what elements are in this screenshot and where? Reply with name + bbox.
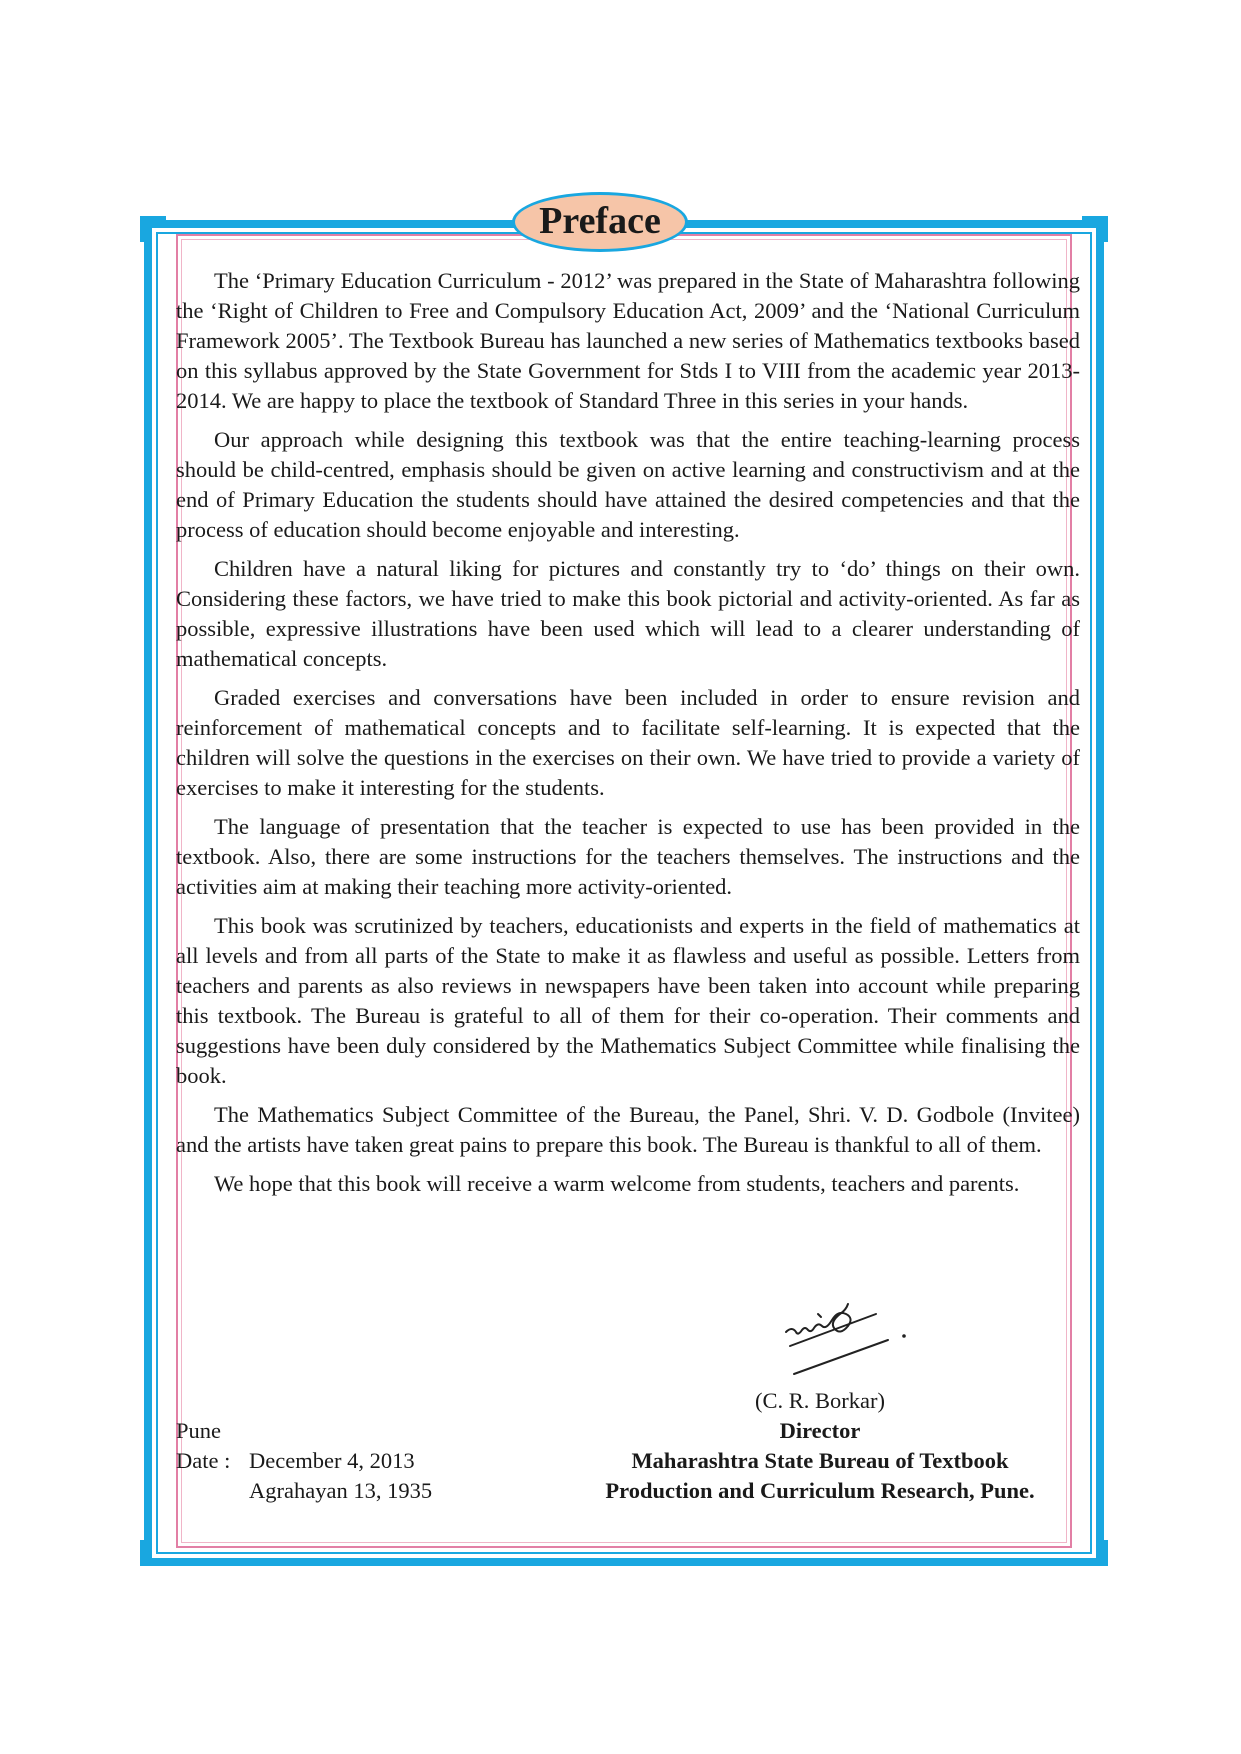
date-label: Date : (176, 1448, 231, 1473)
date-alt-row (176, 1476, 496, 1506)
paragraph-2: Our approach while designing this textbook was that the entire teaching-learning process should be child-centred, emphasis should be given on active learning and constructivism and at the end of Primary Education the students should have attained the desired competencies and that the process of education should become enjoyable and interesting. (176, 427, 1080, 542)
frame-corner-top-left (140, 216, 166, 242)
paragraph-7: The Mathematics Subject Committee of the Bureau, the Panel, Shri. V. D. Godbole (Invitee) and the artists have taken great pains to prepare this book. The Bureau is thankful to all of them. (176, 1102, 1080, 1157)
frame-corner-top-right (1082, 216, 1108, 242)
date-row (176, 1446, 496, 1476)
date-value: December 4, 2013 (249, 1448, 415, 1473)
paragraph-1: The ‘Primary Education Curriculum - 2012’ was prepared in the State of Maharashtra following the ‘Right of Children to Free and Compulsory Education Act, 2009’ and the ‘National Curriculum Framework 2005’. The Textbook Bureau has launched a new series of Mathematics textbooks based on this syllabus approved by the State Government for Stds I to VIII from the academic year 2013-2014. We are happy to place the textbook of Standard Three in this series in your hands. (176, 268, 1080, 413)
signatory-org-line-2: Production and Curriculum Research, Pune. (605, 1478, 1035, 1503)
frame-corner-bottom-left (140, 1540, 166, 1566)
date-alt-value: Agrahayan 13, 1935 (249, 1478, 433, 1503)
signatory-designation: Director (779, 1418, 861, 1443)
signatory-block (560, 1386, 1080, 1506)
title-badge (512, 192, 688, 252)
paragraph-4: Graded exercises and conversations have been included in order to ensure revision and reinforcement of mathematical concepts and to facilitate self-learning. It is expected that the children will solve the questions in the exercises on their own. We have tried to provide a variety of exercises to make it interesting for the students. (176, 685, 1080, 800)
preface-body (176, 266, 1080, 1208)
frame-corner-bottom-right (1082, 1540, 1108, 1566)
paragraph-3: Children have a natural liking for pictures and constantly try to ‘do’ things on their own. Considering these factors, we have tried to make this book pictorial and activity-oriented. As far as possible, expressive illustrations have been used which will lead to a clearer understanding of mathematical concepts. (176, 556, 1080, 671)
paragraph-8: We hope that this book will receive a warm welcome from students, teachers and parents. (214, 1171, 1020, 1196)
signature-image (780, 1296, 910, 1376)
paragraph-6: This book was scrutinized by teachers, educationists and experts in the field of mathematics at all levels and from all parts of the State to make it as flawless and useful as possible. Letters from teachers and parents as also reviews in newspapers have been taken into account while preparing this textbook. The Bureau is grateful to all of them for their co-operation. Their comments and suggestions have been duly considered by the Mathematics Subject Committee while finalising the book. (176, 913, 1080, 1088)
signatory-name: (C. R. Borkar) (755, 1388, 885, 1413)
signatory-org-line-1: Maharashtra State Bureau of Textbook (631, 1448, 1009, 1473)
page-title: Preface (539, 200, 661, 242)
place-date-block (176, 1416, 496, 1506)
paragraph-5: The language of presentation that the teacher is expected to use has been provided in the textbook. Also, there are some instructions for the teachers themselves. The instructions and the activities aim at making their teaching more activity-oriented. (176, 814, 1080, 899)
place-city: Pune (176, 1418, 221, 1443)
